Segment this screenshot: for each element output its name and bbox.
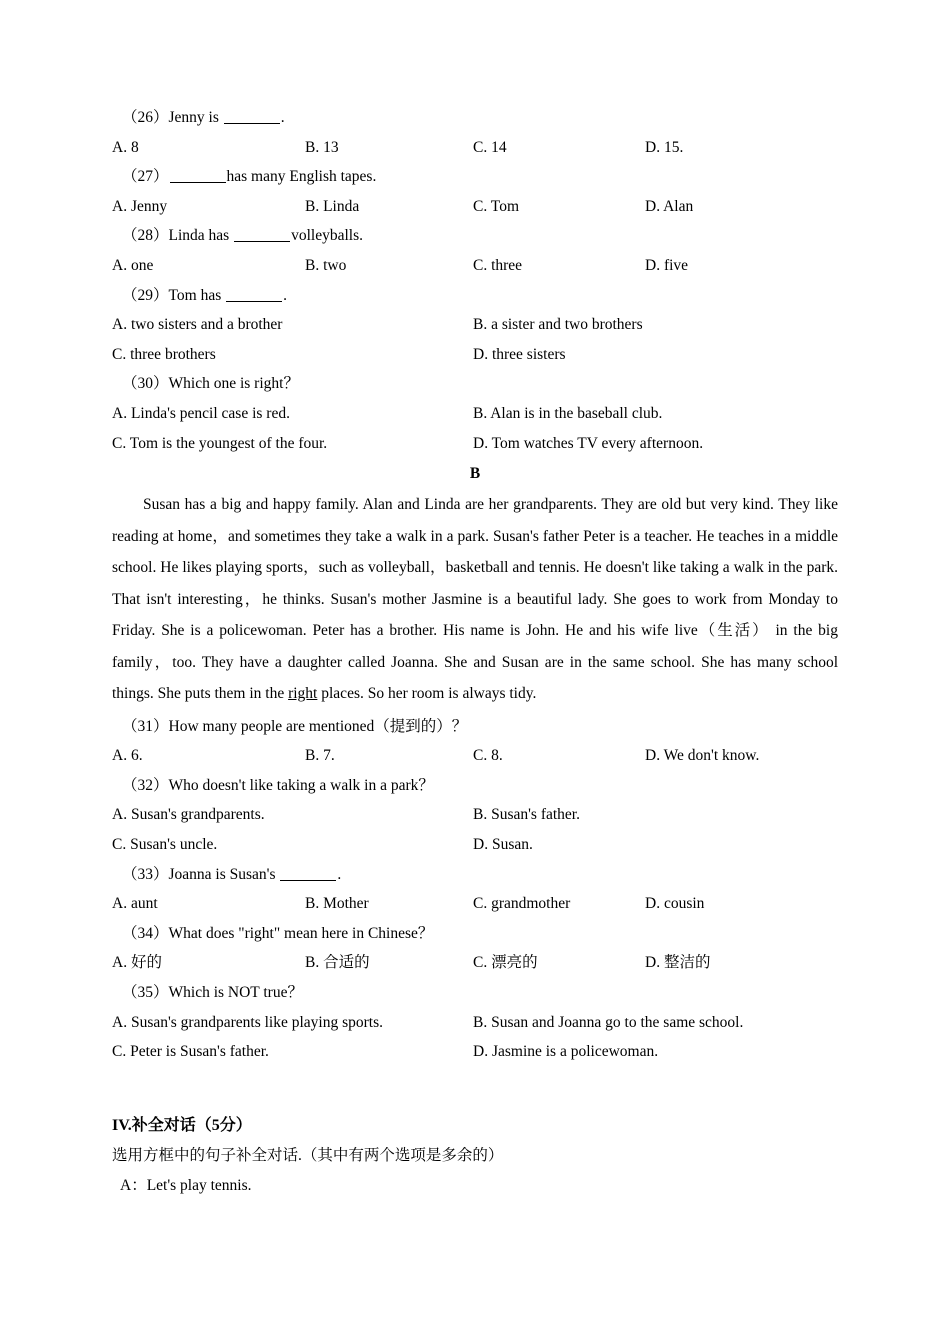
question-stem-27 xyxy=(112,162,838,192)
question-stem-26 xyxy=(112,103,838,133)
reading-passage-b: Susan has a big and happy family. Alan and Linda are her grandparents. They are old but very kind. They like reading at home，and sometimes they take a walk in a park. Susan's father Peter is a teacher. He teaches in a middle school. He likes playing sports，such as volleyball，basketball and tennis. He doesn't like taking a walk in the park. That isn't interesting，he thinks. Susan's mother Jasmine is a beautiful lady. She goes to work from Monday to Friday. She is a policewoman. Peter has a brother. His name is John. He and his wife live（生活） in the big family，too. They have a daughter called Joanna. She and Susan are in the same school. She has many school things. She puts them in the right places. So her room is always tidy. xyxy=(112,496,838,703)
answer-blank-27[interactable] xyxy=(170,182,226,183)
question-number-35: （35） xyxy=(122,983,169,1001)
option-30-b[interactable]: B. Alan is in the baseball club. xyxy=(473,404,663,422)
answer-blank-29[interactable] xyxy=(226,301,282,302)
question-block-32 xyxy=(112,771,838,860)
answer-blank-33[interactable] xyxy=(280,880,336,881)
option-32-c[interactable]: C. Susan's uncle. xyxy=(112,836,218,853)
question-number-26: （26） xyxy=(122,109,169,126)
question-text-32: Who doesn't like taking a walk in a park？ xyxy=(168,776,434,794)
question-number-31: （31） xyxy=(122,717,169,735)
option-31-a[interactable]: A. 6. xyxy=(112,747,143,765)
option-35-c[interactable]: C. Peter is Susan's father. xyxy=(112,1043,269,1061)
question-block-35 xyxy=(112,978,838,1067)
option-26-a[interactable]: A. 8 xyxy=(112,138,139,156)
question-text-26-after: . xyxy=(280,109,285,126)
question-text-26-before: Jenny is xyxy=(168,109,223,126)
question-text-27-after: has many English tapes. xyxy=(226,168,377,186)
question-text-33-before: Joanna is Susan's xyxy=(168,865,280,883)
question-number-33: （33） xyxy=(122,865,169,883)
options-row-31 xyxy=(112,741,838,771)
question-stem-30 xyxy=(112,369,838,399)
option-32-b[interactable]: B. Susan's father. xyxy=(473,806,580,824)
option-33-b[interactable]: B. Mother xyxy=(305,895,369,913)
option-27-a[interactable]: A. Jenny xyxy=(112,197,168,215)
question-number-32: （32） xyxy=(122,776,169,794)
options-row-33 xyxy=(112,889,838,919)
option-35-b[interactable]: B. Susan and Joanna go to the same school. xyxy=(473,1013,744,1031)
options-row-28 xyxy=(112,251,838,281)
question-block-26 xyxy=(112,103,838,162)
question-stem-32 xyxy=(112,771,838,801)
question-text-34: What does "right" mean here in Chinese？ xyxy=(168,924,434,942)
section-letter-b: B xyxy=(469,465,481,483)
option-27-c[interactable]: C. Tom xyxy=(473,197,520,215)
options-row-30-bottom xyxy=(112,429,838,459)
question-text-35: Which is NOT true？ xyxy=(168,983,303,1001)
question-block-27 xyxy=(112,162,838,221)
dialogue-line-a: A：Let's play tennis. xyxy=(120,1176,252,1194)
question-stem-31 xyxy=(112,712,838,742)
option-31-b[interactable]: B. 7. xyxy=(305,747,335,765)
options-row-30-top xyxy=(112,399,838,429)
options-row-26 xyxy=(112,133,838,163)
option-26-b[interactable]: B. 13 xyxy=(305,138,339,156)
option-31-c[interactable]: C. 8. xyxy=(473,747,503,765)
option-31-d[interactable]: D. We don't know. xyxy=(645,747,760,765)
option-34-c[interactable]: C. 漂亮的 xyxy=(473,954,538,972)
option-34-b[interactable]: B. 合适的 xyxy=(305,954,370,972)
option-35-a[interactable]: A. Susan's grandparents like playing sports. xyxy=(112,1013,383,1031)
options-row-35-bottom xyxy=(112,1037,838,1067)
question-text-31: How many people are mentioned（提到的）？ xyxy=(168,717,468,735)
option-28-c[interactable]: C. three xyxy=(473,256,523,274)
answer-blank-28[interactable] xyxy=(234,241,290,242)
option-30-a[interactable]: A. Linda's pencil case is red. xyxy=(112,404,290,422)
options-row-29-top xyxy=(112,310,838,340)
question-text-28-before: Linda has xyxy=(168,227,234,245)
question-stem-35 xyxy=(112,978,838,1008)
option-29-a[interactable]: A. two sisters and a brother xyxy=(112,316,283,334)
question-text-33-after: . xyxy=(337,865,342,883)
option-29-b[interactable]: B. a sister and two brothers xyxy=(473,316,643,334)
option-33-a[interactable]: A. aunt xyxy=(112,895,158,913)
question-stem-34 xyxy=(112,919,838,949)
option-33-c[interactable]: C. grandmother xyxy=(473,895,571,913)
question-stem-28 xyxy=(112,221,838,251)
question-block-34 xyxy=(112,919,838,978)
question-text-30: Which one is right？ xyxy=(168,375,299,393)
option-32-d[interactable]: D. Susan. xyxy=(473,836,533,853)
options-row-27 xyxy=(112,192,838,222)
option-29-c[interactable]: C. three brothers xyxy=(112,345,216,363)
option-27-d[interactable]: D. Alan xyxy=(645,197,694,215)
page-content xyxy=(112,103,838,1201)
question-block-30 xyxy=(112,369,838,458)
question-number-29: （29） xyxy=(122,286,169,304)
option-26-d[interactable]: D. 15. xyxy=(645,138,684,156)
option-27-b[interactable]: B. Linda xyxy=(305,197,360,215)
option-29-d[interactable]: D. three sisters xyxy=(473,345,566,363)
section-heading-iv: IV.补全对话（5分） xyxy=(112,1116,252,1134)
option-33-d[interactable]: D. cousin xyxy=(645,895,705,913)
question-number-30: （30） xyxy=(122,375,169,393)
section-instruction-iv: 选用方框中的句子补全对话.（其中有两个选项是多余的） xyxy=(112,1146,504,1164)
question-block-29 xyxy=(112,281,838,370)
question-block-31 xyxy=(112,712,838,771)
options-row-29-bottom xyxy=(112,340,838,370)
option-35-d[interactable]: D. Jasmine is a policewoman. xyxy=(473,1043,659,1061)
question-block-33 xyxy=(112,860,838,919)
option-26-c[interactable]: C. 14 xyxy=(473,138,507,156)
question-number-28: （28） xyxy=(122,227,169,245)
question-number-34: （34） xyxy=(122,924,169,942)
option-28-a[interactable]: A. one xyxy=(112,256,154,274)
question-stem-33 xyxy=(112,860,838,890)
question-block-28 xyxy=(112,221,838,280)
answer-blank-26[interactable] xyxy=(224,123,280,124)
option-28-d[interactable]: D. five xyxy=(645,256,689,274)
question-text-29-after: . xyxy=(283,286,287,304)
question-stem-29 xyxy=(112,281,838,311)
option-30-d[interactable]: D. Tom watches TV every afternoon. xyxy=(473,434,704,452)
options-row-32-bottom xyxy=(112,830,838,860)
question-text-28-after: volleyballs. xyxy=(291,227,363,245)
question-number-27: （27） xyxy=(122,168,169,186)
option-32-a[interactable]: A. Susan's grandparents. xyxy=(112,806,265,824)
options-row-34 xyxy=(112,948,838,978)
options-row-35-top xyxy=(112,1008,838,1038)
option-30-c[interactable]: C. Tom is the youngest of the four. xyxy=(112,434,328,452)
question-text-29-before: Tom has xyxy=(168,286,226,304)
option-34-a[interactable]: A. 好的 xyxy=(112,954,162,972)
option-28-b[interactable]: B. two xyxy=(305,256,347,274)
option-34-d[interactable]: D. 整洁的 xyxy=(645,954,711,972)
options-row-32-top xyxy=(112,800,838,830)
